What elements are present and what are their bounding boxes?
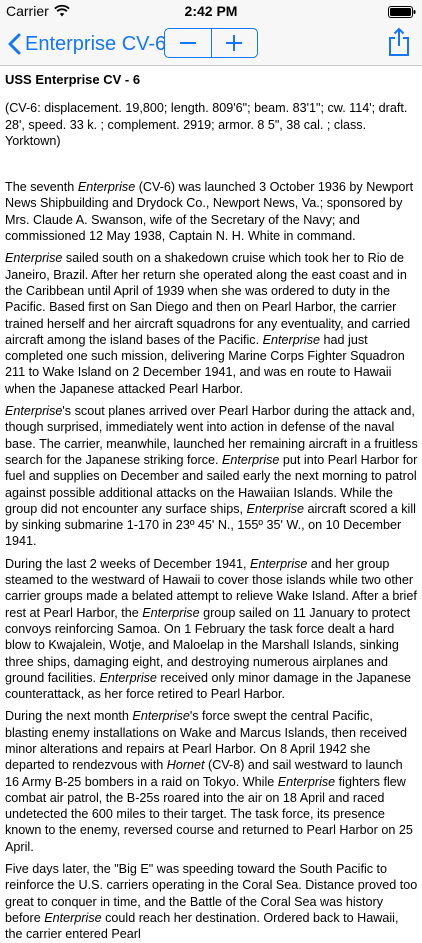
share-icon [388, 27, 410, 57]
paragraph-2: Enterprise sailed south on a shakedown cruise which took her to Rio de Janeiro, Brazil. After her return she operated along the east coast and in the Caribbean until April of 1939 when she was ordered to duty in the Pacific. Based first on San Diego and then on Pearl Harbor, the carrier trained herself and her aircraft squadrons for any eventuality, and carried aircraft among the island bases of the Pacific. Enterprise had just completed one such mission, delivering Marine Corps Fighter Squadron 211 to Wake Island on 2 December 1941, and was en route to Hawaii when the Japanese attacked Pearl Harbor. [5, 251, 411, 396]
status-bar [0, 0, 422, 22]
back-button-label: Enterprise CV-6 [25, 32, 167, 55]
share-button[interactable] [388, 27, 410, 62]
minus-icon [179, 34, 197, 52]
chevron-left-icon [8, 33, 21, 55]
zoom-control [164, 28, 258, 58]
ship-specifications: (CV-6: displacement. 19,800; length. 809'6"; beam. 83'1"; cw. 114'; draft. 28', speed. 33 k. ; complement. 2919; armor. 8 5", 38 cal. ; class. Yorktown) [5, 101, 408, 148]
carrier-label: Carrier [6, 3, 49, 19]
paragraph-4: During the last 2 weeks of December 1941, Enterprise and her group steamed to the westward of Hawaii to cover those islands while two other carrier groups made a belated attempt to relieve Wake Island. After a brief rest at Pearl Harbor, the Enterprise group sailed on 11 January to protect convoys reinforcing Samoa. On 1 February the task force dealt a hard blow to Kwajalein, Wotje, and Maloelap in the Marshall Islands, sinking three ships, damaging eight, and destroying numerous airplanes and ground facilities. Enterprise received only minor damage in the Japanese counterattack, as her force retired to Pearl Harbor. [5, 556, 417, 702]
zoom-out-button[interactable] [165, 29, 212, 57]
article-title: USS Enterprise CV - 6 [5, 72, 141, 87]
paragraph-6: Five days later, the "Big E" was speeding toward the South Pacific to reinforce the U.S. carriers operating in the Coral Sea. Distance proved too great to conquer in time, and the Battle of the Coral Sea was history before Enterprise could reach her destination. Ordered back to Hawaii, the carrier entered Pearl [5, 862, 418, 942]
navigation-bar [0, 22, 422, 66]
paragraph-1: The seventh Enterprise (CV-6) was launched 3 October 1936 by Newport News Shipbuilding and Drydock Co., Newport News, Va.; sponsored by Mrs. Claude A. Swanson, wife of the Secretary of the Navy; and commissioned 12 May 1938, Captain N. H. White in command. [5, 180, 414, 244]
back-button[interactable] [8, 30, 166, 58]
zoom-in-button[interactable] [212, 29, 258, 57]
plus-icon [225, 34, 243, 52]
battery-icon [388, 5, 416, 21]
paragraph-3: Enterprise's scout planes arrived over Pearl Harbor during the attack and, though surprised, immediately went into action in defense of the naval base. The carrier, meanwhile, launched her remaining aircraft in a fruitless search for the Japanese striking force. Enterprise put into Pearl Harbor for fuel and supplies on December and sailed early the next morning to patrol against possible additional attacks on the Hawaiian Islands. While the group did not encounter any surface ships, Enterprise aircraft scored a kill by sinking submarine 1-170 in 23º 45' N., 155º 35' W., on 10 December 1941. [5, 404, 418, 549]
clock: 2:42 PM [184, 3, 238, 19]
paragraph-5: During the next month Enterprise's force swept the central Pacific, blasting enemy installations on Wake and Marcus Islands, then received minor alterations and repairs at Pearl Harbor. On 8 April 1942 she departed to rendezvous with Hornet (CV-8) and sail westward to launch 16 Army B-25 bombers in a raid on Tokyo. While Enterprise fighters flew combat air patrol, the B-25s roared into the air on 18 April and raced undetected the 600 miles to their target. The task force, its presence known to the enemy, reversed course and returned to Pearl Harbor on 25 April. [5, 709, 413, 854]
article [5, 66, 419, 942]
